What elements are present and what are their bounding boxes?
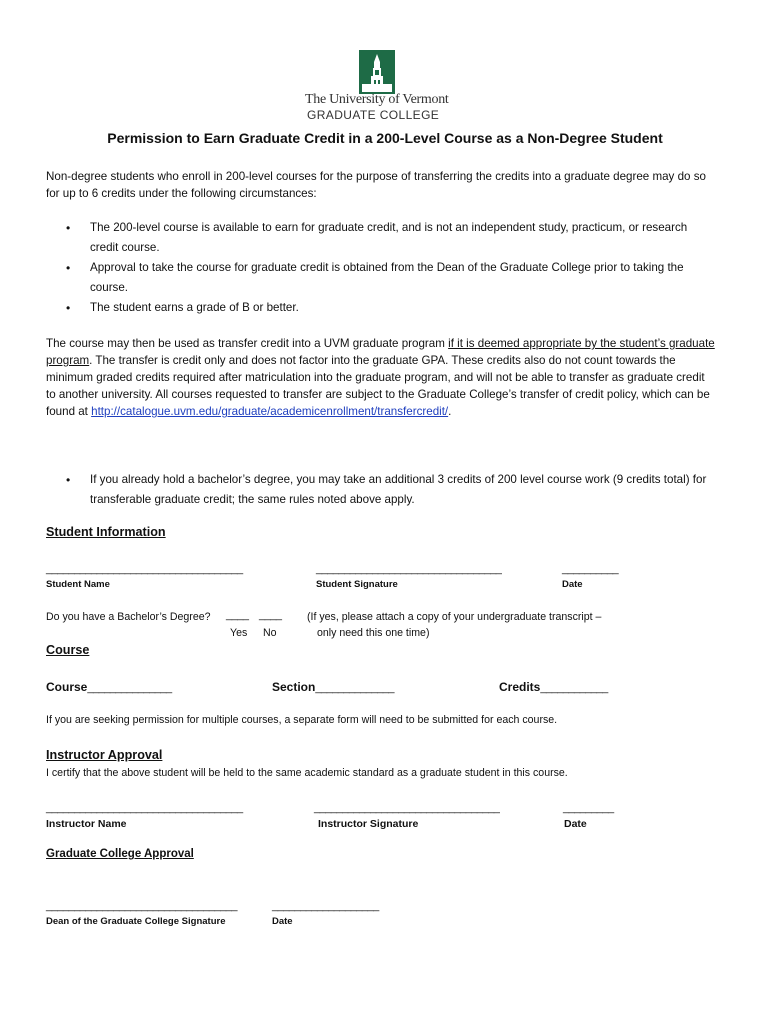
student-name-field[interactable]: ___________________________________: [46, 563, 243, 575]
tower-icon: [359, 50, 395, 94]
transcript-note-cont: only need this one time): [317, 627, 430, 639]
no-label: No: [263, 627, 277, 639]
instructor-date-label: Date: [564, 818, 587, 830]
page-title: Permission to Earn Graduate Credit in a 200-Level Course as a Non-Degree Student: [107, 130, 663, 146]
yes-label: Yes: [230, 627, 248, 639]
transfer-text: . The transfer is credit only and does not factor into the graduate GPA. These credits also do not count towards the minimum graded credits required after matriculation into the graduate program, and will not be able to transfer as graduate credit to another university. All courses requested to transfer are subject to the Graduate College’s transfer of credit policy, which can be found at: [46, 354, 710, 418]
yes-field[interactable]: ____: [226, 609, 249, 621]
intro-paragraph: Non-degree students who enroll in 200-level courses for the purpose of transferring the credits into a graduate degree may do so for up to 6 credits under the following circumstances:: [46, 170, 706, 200]
credits-field[interactable]: [499, 678, 608, 696]
student-signature-field[interactable]: _________________________________: [316, 563, 502, 575]
course-label: Course: [46, 680, 88, 694]
course-blank[interactable]: _______________: [87, 682, 172, 694]
bachelor-question: Do you have a Bachelor’s Degree?: [46, 611, 211, 623]
dean-signature-field[interactable]: __________________________________: [46, 900, 238, 912]
section-label: Section: [272, 680, 316, 694]
multiple-courses-note: If you are seeking permission for multiple courses, a separate form will need to be submitted for each course.: [46, 714, 558, 726]
credits-blank[interactable]: ____________: [540, 682, 608, 694]
transfer-policy-link[interactable]: http://catalogue.uvm.edu/graduate/academicenrollment/transfercredit/: [91, 405, 449, 418]
transfer-text: The course may then be used as transfer credit into a UVM graduate program: [46, 337, 449, 350]
graduate-approval-heading: Graduate College Approval: [46, 848, 194, 860]
uvm-logo-tower: [359, 50, 395, 94]
transcript-note: (If yes, please attach a copy of your undergraduate transcript –: [307, 611, 602, 623]
instructor-name-label: Instructor Name: [46, 818, 127, 830]
list-item: • The 200-level course is available to earn for graduate credit, and is not an independent study, practicum, or research credit course.: [46, 218, 716, 258]
transfer-paragraph: [46, 335, 716, 420]
instructor-signature-label: Instructor Signature: [318, 818, 419, 830]
section-field[interactable]: [272, 678, 394, 696]
student-info-heading: Student Information: [46, 525, 166, 539]
instructor-name-field[interactable]: ___________________________________: [46, 802, 243, 814]
transfer-end: .: [448, 405, 452, 418]
credits-label: Credits: [499, 680, 541, 694]
transfer-condition: if it is deemed appropriate by the student’s graduate program: [46, 337, 715, 367]
section-blank[interactable]: ______________: [315, 682, 394, 694]
dean-date-field[interactable]: ___________________: [272, 900, 379, 912]
university-name: The University of Vermont: [305, 92, 449, 107]
no-field[interactable]: ____: [259, 609, 282, 621]
instructor-date-field[interactable]: _________: [563, 802, 614, 814]
list-item: • The student earns a grade of B or better.: [46, 298, 716, 318]
dean-date-label: Date: [272, 916, 293, 927]
student-signature-label: Student Signature: [316, 579, 398, 590]
graduate-college-name: GRADUATE COLLEGE: [307, 108, 440, 122]
certify-statement: I certify that the above student will be held to the same academic standard as a graduate student in this course.: [46, 767, 568, 779]
bachelor-list: [46, 470, 716, 510]
student-date-field[interactable]: __________: [562, 563, 619, 575]
instructor-heading: Instructor Approval: [46, 748, 163, 762]
student-date-label: Date: [562, 579, 583, 590]
dean-signature-label: Dean of the Graduate College Signature: [46, 916, 226, 927]
list-item: • If you already hold a bachelor’s degree, you may take an additional 3 credits of 200 level course work (9 credits total) for transferable graduate credit; the same rules noted above apply.: [46, 470, 716, 510]
instructor-signature-field[interactable]: _________________________________: [314, 802, 500, 814]
course-field[interactable]: [46, 678, 172, 696]
course-heading: Course: [46, 643, 90, 657]
list-item: • Approval to take the course for graduate credit is obtained from the Dean of the Graduate College prior to taking the course.: [46, 258, 716, 298]
student-name-label: Student Name: [46, 579, 110, 590]
conditions-list: [46, 218, 716, 318]
